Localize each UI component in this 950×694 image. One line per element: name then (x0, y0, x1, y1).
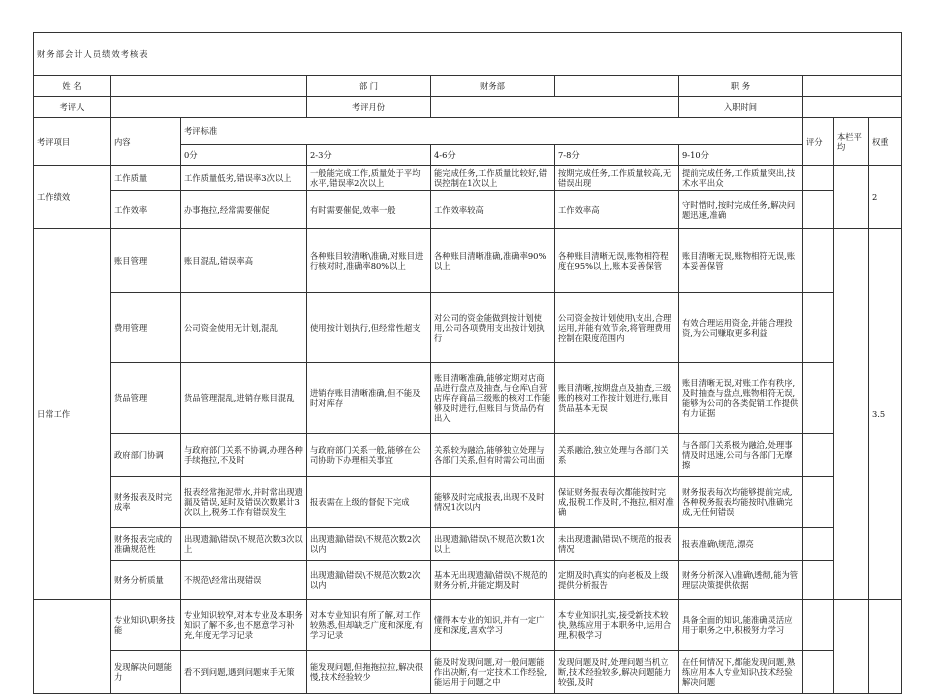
row-content: 政府部门协调 (111, 434, 181, 477)
criteria-cell: 报表需在上级的督促下完成 (307, 477, 431, 528)
row-content: 货品管理 (111, 363, 181, 434)
col-item-header: 考评项目 (34, 118, 111, 166)
criteria-cell: 有效合理运用资金,并能合理投资,为公司赚取更多利益 (679, 293, 803, 363)
row-content: 工作质量 (111, 166, 181, 191)
criteria-cell: 关系融洽,独立处理与各部门关系 (555, 434, 679, 477)
section-skills (34, 600, 111, 694)
col-standard-header: 考评标准 (181, 118, 803, 145)
criteria-cell: 保证财务报表每次都能按时完成,报税工作及时,不拖拉,相对准确 (555, 477, 679, 528)
score-input[interactable] (803, 477, 834, 528)
row-content: 财务报表及时完成率 (111, 477, 181, 528)
level-header: 7-8分 (555, 145, 679, 166)
criteria-cell: 账目混乱,错误率高 (181, 229, 307, 293)
assessor-label: 考评人 (34, 97, 111, 118)
criteria-cell: 能够及时完成报表,出现不及时情况1次以内 (431, 477, 555, 528)
assessor-field[interactable] (111, 97, 307, 118)
criteria-cell: 专业知识较窄,对本专业及本职务知识了解不多,也不愿意学习补充,年度无学习记录 (181, 600, 307, 651)
criteria-cell: 报表经常拖泥带水,并时常出现遗漏及错误,延时及错误次数累计3次以上,税务工作有错误发生 (181, 477, 307, 528)
criteria-cell: 办事拖拉,经常需要催促 (181, 191, 307, 229)
criteria-cell: 与政府部门关系一般,能够在公司协助下办理相关事宜 (307, 434, 431, 477)
criteria-cell: 账目清晰无误,对账工作有秩序,及时抽查与盘点,账物相符无误,能够为公司的各类促销工作提供有力证据 (679, 363, 803, 434)
criteria-cell: 出现遗漏\错误\不规范次数3次以上 (181, 528, 307, 561)
row-content: 专业知识\职务技能 (111, 600, 181, 651)
criteria-cell: 能及时发现问题,对一般问题能作出决断,有一定技术工作经验,能运用于问题之中 (431, 651, 555, 694)
score-input[interactable] (803, 561, 834, 600)
section-daily-work: 日常工作 (34, 229, 111, 600)
criteria-cell: 未出现遗漏\错误\不规范的报表情况 (555, 528, 679, 561)
col-avg-header: 本栏平均 (834, 118, 869, 166)
criteria-cell: 出现遗漏\错误\不规范次数2次以内 (307, 528, 431, 561)
score-input[interactable] (803, 651, 834, 694)
criteria-cell: 财务分析深入\准确\透彻,能为管理层决策提供依据 (679, 561, 803, 600)
name-label: 姓 名 (34, 76, 111, 97)
criteria-cell: 定期及时\真实的向老板及上级提供分析报告 (555, 561, 679, 600)
score-input[interactable] (803, 229, 834, 293)
dept-extra-cell (555, 76, 679, 97)
score-input[interactable] (803, 600, 834, 651)
criteria-cell: 账目清晰,按期盘点及抽查,三级账的核对工作按计划进行,账目货品基本无误 (555, 363, 679, 434)
avg-cell[interactable] (834, 166, 869, 229)
avg-cell[interactable] (834, 600, 869, 694)
criteria-cell: 公司资金使用无计划,混乱 (181, 293, 307, 363)
position-label: 职 务 (679, 76, 803, 97)
criteria-cell: 懂得本专业的知识,并有一定广度和深度,喜欢学习 (431, 600, 555, 651)
criteria-cell: 提前完成任务,工作质量突出,技术水平出众 (679, 166, 803, 191)
criteria-cell: 出现遗漏\错误\不规范次数2次以内 (307, 561, 431, 600)
level-header: 4-6分 (431, 145, 555, 166)
criteria-cell: 各种账目较清晰\准确,对账目进行核对时,准确率80%以上 (307, 229, 431, 293)
appraisal-sheet (33, 32, 902, 694)
criteria-cell: 能发现问题,但拖拖拉拉,解决很慢,技术经验较少 (307, 651, 431, 694)
avg-cell[interactable] (834, 229, 869, 600)
criteria-cell: 使用按计划执行,但经常性超支 (307, 293, 431, 363)
criteria-cell: 货品管理混乱,进销存账目混乱 (181, 363, 307, 434)
criteria-cell: 工作质量低劣,错误率3次以上 (181, 166, 307, 191)
level-header: 9-10分 (679, 145, 803, 166)
criteria-cell: 一般能完成工作,质量处于平均水平,错误率2次以上 (307, 166, 431, 191)
criteria-cell: 看不到问题,遇到问题束手无策 (181, 651, 307, 694)
dept-value[interactable]: 财务部 (431, 76, 555, 97)
name-field[interactable] (111, 76, 307, 97)
criteria-cell: 不规范\经常出现错误 (181, 561, 307, 600)
criteria-cell: 报表准确\规范,漂亮 (679, 528, 803, 561)
score-input[interactable] (803, 191, 834, 229)
month-field[interactable] (431, 97, 679, 118)
criteria-cell: 公司资金按计划使用\支出,合理运用,并能有效节余,将管理费用控制在限度范围内 (555, 293, 679, 363)
score-input[interactable] (803, 434, 834, 477)
level-header: 2-3分 (307, 145, 431, 166)
row-content: 财务分析质量 (111, 561, 181, 600)
score-input[interactable] (803, 293, 834, 363)
criteria-cell: 对公司的资金能做到按计划使用,公司各项费用支出按计划执行 (431, 293, 555, 363)
criteria-cell: 发现问题及时,处理问题当机立断,技术经验较多,解决问题能力较强,及时 (555, 651, 679, 694)
criteria-cell: 财务报表每次均能够提前完成,各种税务报表均能按时\准确完成,无任何错误 (679, 477, 803, 528)
dept-label: 部 门 (307, 76, 431, 97)
col-content-header: 内容 (111, 118, 181, 166)
level-header: 0分 (181, 145, 307, 166)
criteria-cell: 出现遗漏\错误\不规范次数1次以上 (431, 528, 555, 561)
row-content: 工作效率 (111, 191, 181, 229)
row-content: 账目管理 (111, 229, 181, 293)
criteria-cell: 与政府部门关系不协调,办理各种手续拖拉,不及时 (181, 434, 307, 477)
criteria-cell: 本专业知识扎实,接受新技术较快,熟练应用于本职务中,运用合理,积极学习 (555, 600, 679, 651)
weight-cell: 2 (869, 166, 902, 229)
criteria-cell: 与各部门关系极为融洽,处理事情及时迅速,公司与各部门无摩擦 (679, 434, 803, 477)
score-input[interactable] (803, 528, 834, 561)
score-input[interactable] (803, 363, 834, 434)
criteria-cell: 对本专业知识有所了解,对工作较熟悉,但却缺乏广度和深度,有学习记录 (307, 600, 431, 651)
criteria-cell: 账目清晰准确,能够定期对店商品进行盘点及抽查,与仓库\自营店库存商品三级账的核对工作能够及时进行,但账目与货品仍有出入 (431, 363, 555, 434)
criteria-cell: 守时惜时,按时完成任务,解决问题迅速,准确 (679, 191, 803, 229)
section-performance: 工作绩效 (34, 166, 111, 229)
criteria-cell: 账目清晰无误,账物相符无误,账本妥善保管 (679, 229, 803, 293)
criteria-cell: 进销存账目清晰准确,但不能及时对库存 (307, 363, 431, 434)
criteria-cell: 基本无出现遗漏\错误\不规范的财务分析,并能定期及时 (431, 561, 555, 600)
criteria-cell: 关系较为融洽,能够独立处理与各部门关系,但有时需公司出面 (431, 434, 555, 477)
appraisal-table (33, 32, 902, 694)
col-weight-header: 权重 (869, 118, 902, 166)
weight-cell: 3.5 (869, 229, 902, 600)
col-score-header: 评分 (803, 118, 834, 166)
row-content: 费用管理 (111, 293, 181, 363)
month-label: 考评月份 (307, 97, 431, 118)
row-content: 发现解决问题能力 (111, 651, 181, 694)
criteria-cell: 各种账目清晰无误,账物相符程度在95%以上,账本妥善保管 (555, 229, 679, 293)
criteria-cell: 具备全面的知识,能准确灵活应用于职务之中,积极努力学习 (679, 600, 803, 651)
join-label: 入职时间 (679, 97, 803, 118)
criteria-cell: 各种账目清晰准确,准确率90%以上 (431, 229, 555, 293)
criteria-cell: 有时需要催促,效率一般 (307, 191, 431, 229)
weight-cell (869, 600, 902, 694)
join-field[interactable] (803, 97, 902, 118)
criteria-cell: 在任何情况下,都能发现问题,熟练应用本人专业知识\技术经验解决问题 (679, 651, 803, 694)
criteria-cell: 能完成任务,工作质量比较好,错误控制在1次以上 (431, 166, 555, 191)
page-title: 财务部会计人员绩效考核表 (34, 33, 902, 76)
row-content: 财务报表完成的准确规范性 (111, 528, 181, 561)
criteria-cell: 工作效率较高 (431, 191, 555, 229)
score-input[interactable] (803, 166, 834, 191)
position-field[interactable] (803, 76, 902, 97)
criteria-cell: 按期完成任务,工作质量较高,无错误出现 (555, 166, 679, 191)
criteria-cell: 工作效率高 (555, 191, 679, 229)
